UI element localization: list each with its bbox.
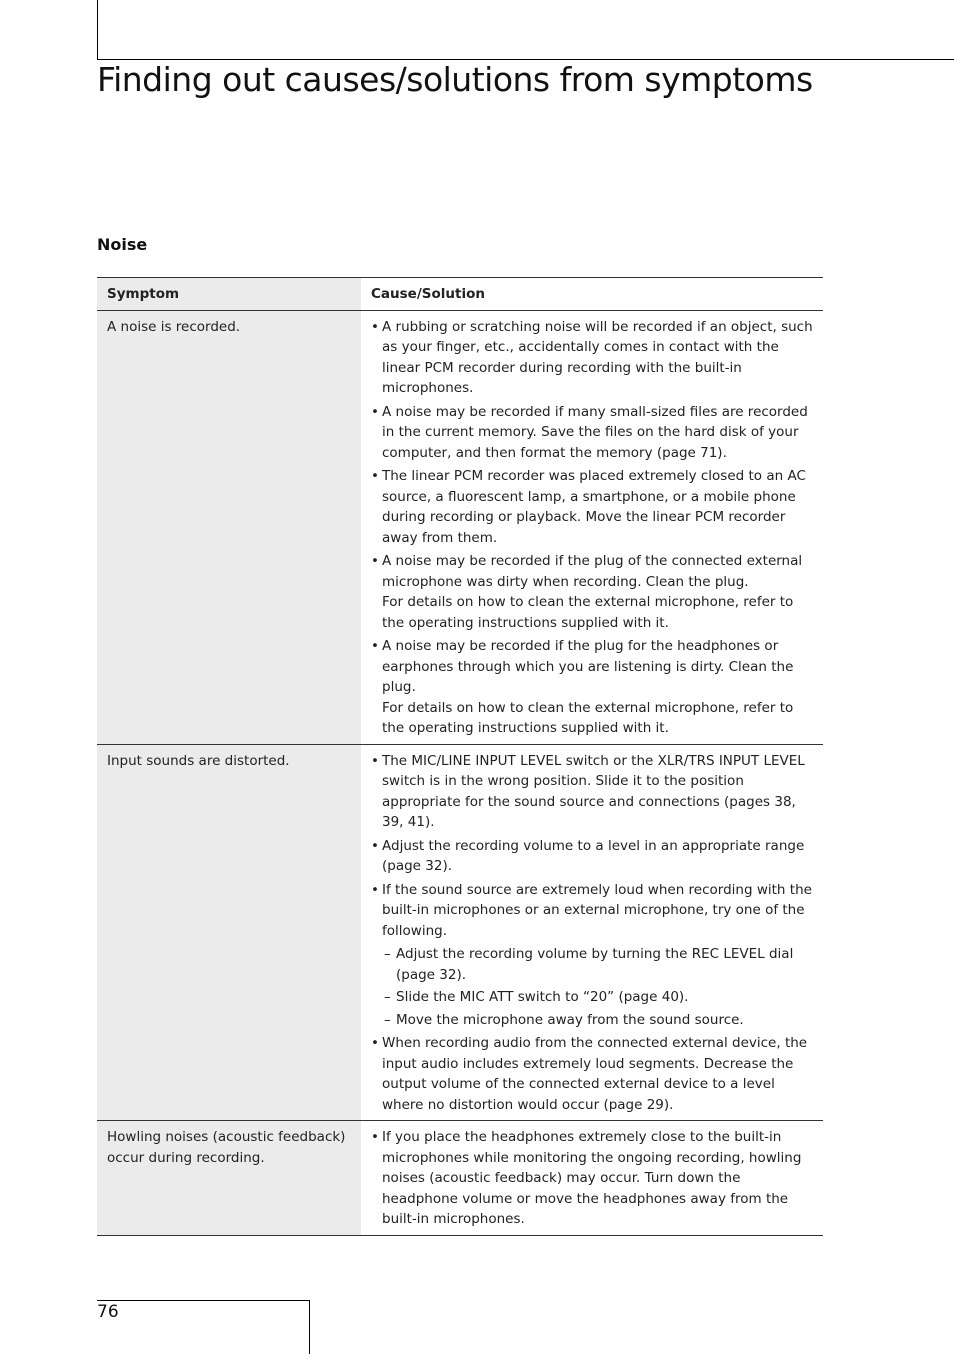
cause-text: Adjust the recording volume to a level in an appropriate range (page 32). <box>382 837 805 874</box>
cause-cell <box>361 310 823 744</box>
cause-text: A rubbing or scratching noise will be recorded if an object, such as your finger, etc., accidentally comes in contact with the linear PCM recorder during recording with the built-in microphones. <box>382 318 813 396</box>
table-row <box>97 1121 823 1236</box>
cause-item <box>371 317 819 399</box>
header-rule-vertical <box>97 0 98 60</box>
cause-item <box>371 880 819 1031</box>
cause-text: The MIC/LINE INPUT LEVEL switch or the XLR/TRS INPUT LEVEL switch is in the wrong position. Slide it to the position appropriate for the sound source and connections (pages 38, 39, 41). <box>382 752 805 830</box>
cause-text: If the sound source are extremely loud when recording with the built-in microphones or an external microphone, try one of the following. <box>382 881 812 939</box>
symptom-cell: A noise is recorded. <box>97 310 361 744</box>
cause-list <box>371 751 819 1116</box>
cause-text: The linear PCM recorder was placed extremely closed to an AC source, a fluorescent lamp, a smartphone, or a mobile phone during recording or playback. Move the linear PCM recorder away from them. <box>382 468 806 546</box>
cause-list <box>371 1127 819 1230</box>
page-title: Finding out causes/solutions from symptoms <box>97 60 813 99</box>
troubleshooting-table <box>97 277 823 1236</box>
cause-item <box>371 1033 819 1115</box>
footer-rule-vertical <box>309 1300 310 1354</box>
symptom-cell: Input sounds are distorted. <box>97 744 361 1121</box>
column-header-cause: Cause/Solution <box>361 278 823 311</box>
cause-item <box>371 1127 819 1230</box>
footer-rule-horizontal <box>97 1300 310 1301</box>
section-title: Noise <box>97 235 148 254</box>
cause-cell <box>361 1121 823 1236</box>
table-row <box>97 744 823 1121</box>
cause-item <box>371 402 819 464</box>
cause-text: A noise may be recorded if the plug for the headphones or earphones through which you are listening is dirty. Clean the plug. <box>382 638 794 695</box>
cause-note: For details on how to clean the external microphone, refer to the operating instructions supplied with it. <box>382 594 794 631</box>
table-row <box>97 310 823 744</box>
cause-item <box>371 636 819 739</box>
column-header-symptom: Symptom <box>97 278 361 311</box>
cause-item <box>371 551 819 633</box>
table-header-row <box>97 278 823 311</box>
symptom-cell: Howling noises (acoustic feedback) occur during recording. <box>97 1121 361 1236</box>
cause-text: A noise may be recorded if many small-sized files are recorded in the current memory. Save the files on the hard disk of your computer, and then format the memory (page 71). <box>382 403 808 461</box>
cause-item <box>371 466 819 548</box>
cause-text: When recording audio from the connected external device, the input audio includes extremely loud segments. Decrease the output volume of the connected external device to a level where no distortion would occur (page 29). <box>382 1035 808 1113</box>
sub-option-list <box>382 944 819 1030</box>
sub-option-item: – Adjust the recording volume by turning the REC LEVEL dial (page 32). <box>382 944 819 985</box>
cause-text: A noise may be recorded if the plug of the connected external microphone was dirty when recording. Clean the plug. <box>382 553 803 590</box>
sub-option-item: – Slide the MIC ATT switch to “20” (page 40). <box>382 987 819 1008</box>
cause-text: If you place the headphones extremely close to the built-in microphones while monitoring the ongoing recording, howling noises (acoustic feedback) may occur. Turn down the headphone volume or move the headphones away from the built-in microphones. <box>382 1129 802 1227</box>
cause-list <box>371 317 819 739</box>
cause-cell <box>361 744 823 1121</box>
cause-item <box>371 751 819 833</box>
sub-option-item: – Move the microphone away from the sound source. <box>382 1010 819 1031</box>
page-number: 76 <box>97 1302 119 1322</box>
cause-item <box>371 836 819 877</box>
cause-note: For details on how to clean the external microphone, refer to the operating instructions supplied with it. <box>382 699 794 736</box>
